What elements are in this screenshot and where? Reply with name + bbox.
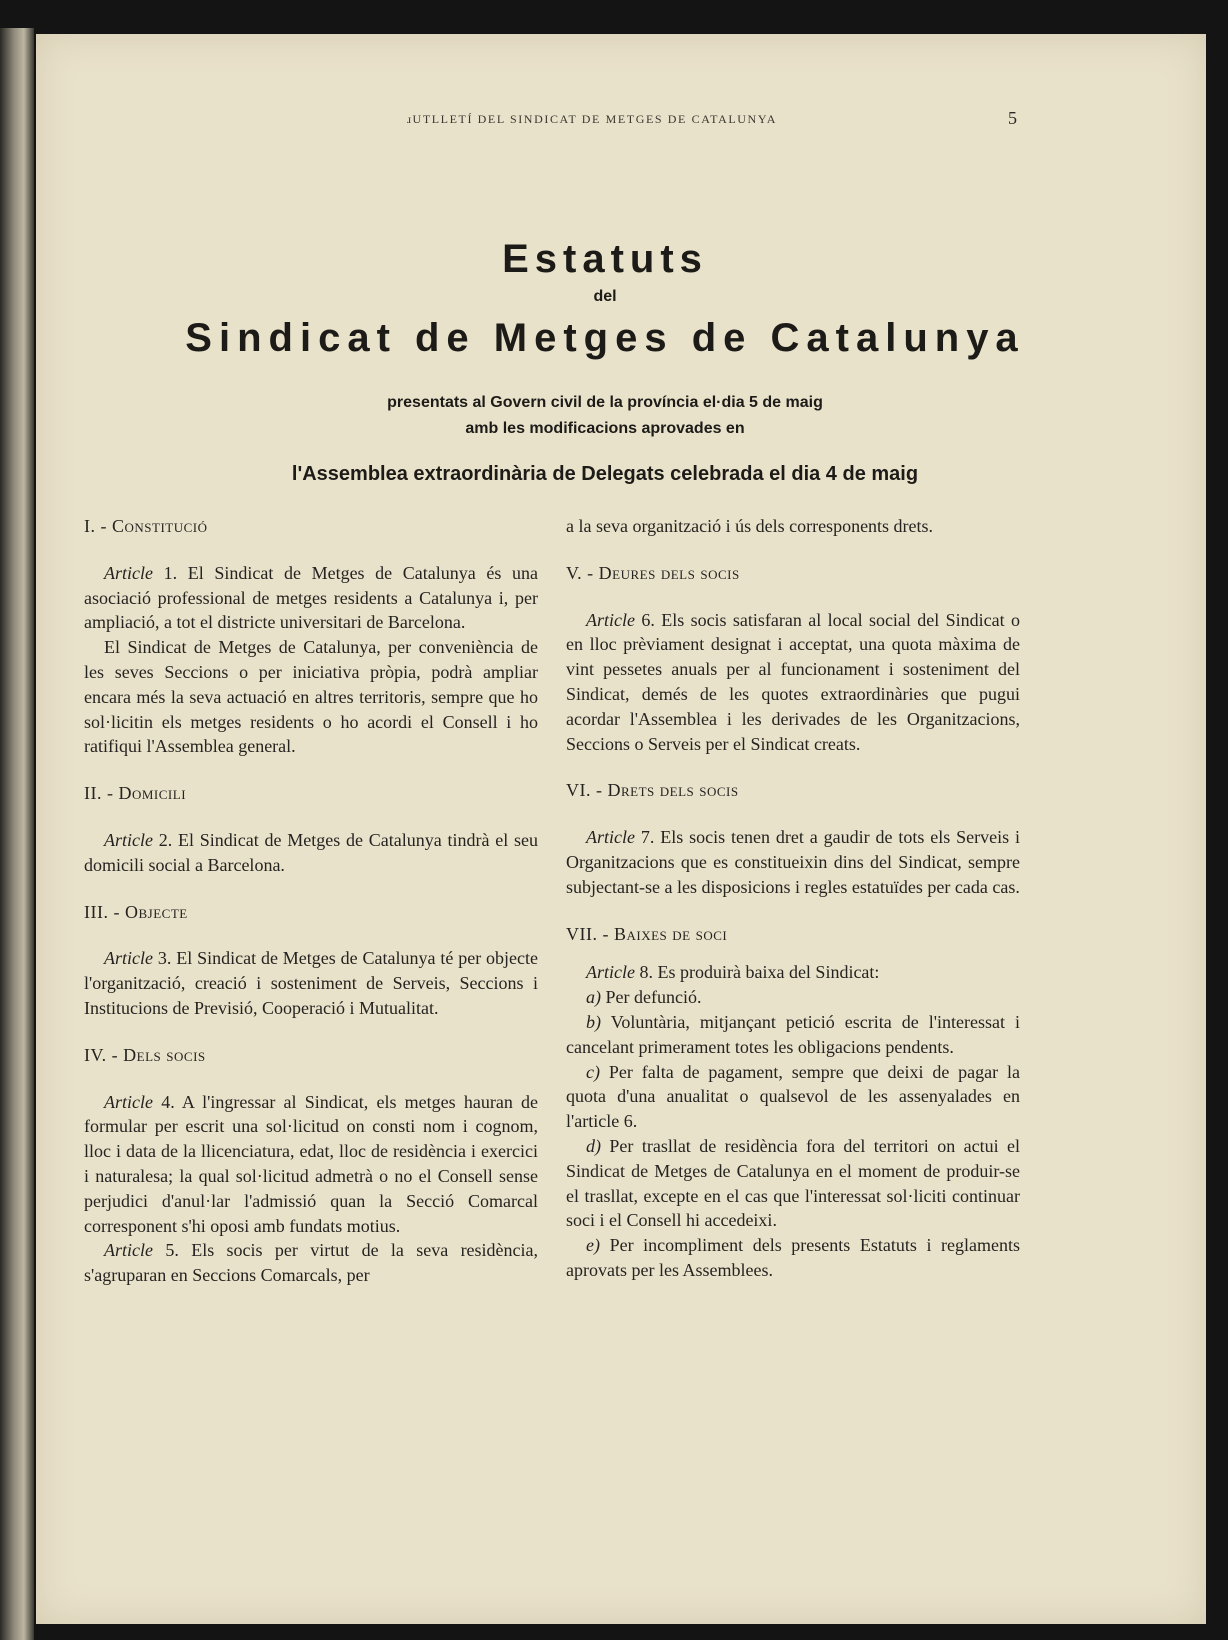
page-number: 5 bbox=[1008, 108, 1017, 128]
title-connector: del bbox=[593, 288, 617, 305]
item-text: Voluntària, mitjançant petició escrita de l'interessat i cancelant primerament totes les obligacions pendents. bbox=[566, 1011, 1020, 1057]
article-number: 1. bbox=[163, 562, 178, 583]
article-text: El Sindicat de Metges de Catalunya tindrà el seu domicili social a Barcelona. bbox=[84, 829, 539, 875]
article-8 bbox=[566, 960, 1020, 985]
item-letter: c) bbox=[586, 1061, 600, 1082]
list-item bbox=[566, 1010, 1020, 1060]
item-letter: b) bbox=[586, 1011, 601, 1032]
list-item bbox=[566, 1233, 1020, 1283]
article-number: 4. bbox=[161, 1091, 175, 1112]
article-label: Article bbox=[586, 962, 635, 983]
article-3 bbox=[84, 946, 538, 1020]
article-number: 6. bbox=[641, 609, 655, 630]
article-1-paragraph-2: El Sindicat de Metges de Catalunya, per conveniència de les seves Seccions o per iniciativa pròpia, podrà ampliar encara més la seva actuació en altres territoris, sempre que ho sol·licitin els metges residents o ho acordi el Consell i ho ratifiqui l'Assemblea general. bbox=[84, 637, 538, 757]
article-label: Article bbox=[586, 609, 635, 630]
section-heading-2: II. - Domicili bbox=[84, 783, 187, 804]
article-5-continuation: a la seva organització i ús dels corresponents drets. bbox=[566, 516, 934, 536]
article-number: 5. bbox=[165, 1240, 179, 1261]
article-text: Els socis satisfaran al local social del Sindicat o en lloc prèviament designat i acceptat, una quota màxima de vint pessetes anuals per al funcionament i sosteniment del Sindicat, demés de les quotes extraordinàries que pugui acordar l'Assemblea i les derivades de les Organitzacions, Seccions o Serveis per el Sindicat creats. bbox=[566, 609, 1020, 754]
section-heading-4: IV. - Dels socis bbox=[84, 1044, 206, 1065]
article-label: Article bbox=[104, 829, 153, 850]
list-item bbox=[566, 985, 1020, 1010]
title-block bbox=[80, 236, 1130, 488]
article-label: Article bbox=[104, 562, 153, 583]
article-label: Article bbox=[104, 1091, 153, 1112]
organization-title: Sindicat de Metges de Catalunya bbox=[185, 316, 1025, 360]
article-text: El Sindicat de Metges de Catalunya és una asociació professional de metges residents a Catalunya i, per ampliació, a tot el districte universitari de Barcelona. bbox=[84, 562, 539, 633]
article-number: 7. bbox=[640, 827, 655, 848]
article-text: Els socis per virtut de la seva residència, s'agruparan en Seccions Comarcals, per bbox=[84, 1240, 539, 1286]
article-number: 2. bbox=[158, 829, 173, 850]
article-label: Article bbox=[104, 948, 153, 969]
article-6 bbox=[566, 608, 1020, 757]
subtitle-line-2: amb les modificacions aprovades en bbox=[465, 420, 745, 437]
article-1 bbox=[84, 561, 538, 635]
article-text: Els socis tenen dret a gaudir de tots els Serveis i Organitzacions que es constitueixin dins del Sindicat, sempre subjectant-se a les disposicions i regles estatuïdes per cada cas. bbox=[566, 827, 1021, 897]
item-text: Per trasllat de residència fora del territori on actui el Sindicat de Metges de Catalunya en el moment de produir-se el trasllat, excepte en el cas que l'interessat sol·liciti continuar soci i el Consell hi accedeixi. bbox=[566, 1135, 1020, 1231]
article-5 bbox=[84, 1238, 538, 1288]
article-label: Article bbox=[586, 827, 635, 848]
article-7 bbox=[566, 825, 1020, 899]
article-text: El Sindicat de Metges de Catalunya té per objecte l'organització, creació i sosteniment de Serveis, Seccions i Institucions de Previsió, Cooperació i Mutualitat. bbox=[84, 948, 539, 1018]
item-text: Per falta de pagament, sempre que deixi de pagar la quota d'una anualitat o qualsevol de les assenyalades en l'article 6. bbox=[566, 1061, 1021, 1132]
section-heading-1: I. - Constitució bbox=[84, 516, 208, 536]
article-number: 8. bbox=[639, 962, 653, 983]
item-letter: a) bbox=[586, 987, 601, 1008]
item-text: Per defunció. bbox=[605, 987, 702, 1008]
subtitle-line-1: presentats al Govern civil de la província el·dia 5 de maig bbox=[387, 394, 823, 411]
article-number: 3. bbox=[157, 948, 172, 969]
assembly-line: l'Assemblea extraordinària de Delegats celebrada el dia 4 de maig bbox=[291, 463, 919, 485]
section-heading-6: VI. - Drets dels socis bbox=[566, 780, 739, 801]
document-title: Estatuts bbox=[502, 237, 708, 281]
item-letter: e) bbox=[586, 1235, 600, 1256]
article-4 bbox=[84, 1090, 538, 1239]
book-spine-edge bbox=[0, 28, 34, 1640]
article-label: Article bbox=[104, 1240, 153, 1261]
right-column bbox=[566, 514, 1020, 1283]
article-text: A l'ingressar al Sindicat, els metges hauran de formular per escrit una sol·licitud on consti nom i cognom, lloc i data de la llicenciatura, edat, lloc de residència i exercici i naturalesa; la qual sol·licitud admetrà o no el Consell sense perjudici d'anul·lar l'admissió quan la Secció Comarcal corresponent s'hi oposi amb fundats motius. bbox=[84, 1091, 539, 1236]
list-item bbox=[566, 1134, 1020, 1233]
section-heading-5: V. - Deures dels socis bbox=[566, 562, 740, 583]
left-column bbox=[84, 514, 538, 1288]
running-header: ɹUTLLETÍ DEL SINDICAT DE METGES DE CATALUNYA bbox=[406, 112, 778, 126]
item-letter: d) bbox=[586, 1135, 601, 1156]
list-item bbox=[566, 1060, 1020, 1134]
section-heading-7: VII. - Baixes de soci bbox=[566, 923, 728, 944]
section-heading-3: III. - Objecte bbox=[84, 901, 188, 922]
item-text: Per incompliment dels presents Estatuts i reglaments aprovats per les Assemblees. bbox=[566, 1235, 1020, 1280]
article-2 bbox=[84, 828, 538, 878]
article-text: Es produirà baixa del Sindicat: bbox=[657, 962, 880, 983]
